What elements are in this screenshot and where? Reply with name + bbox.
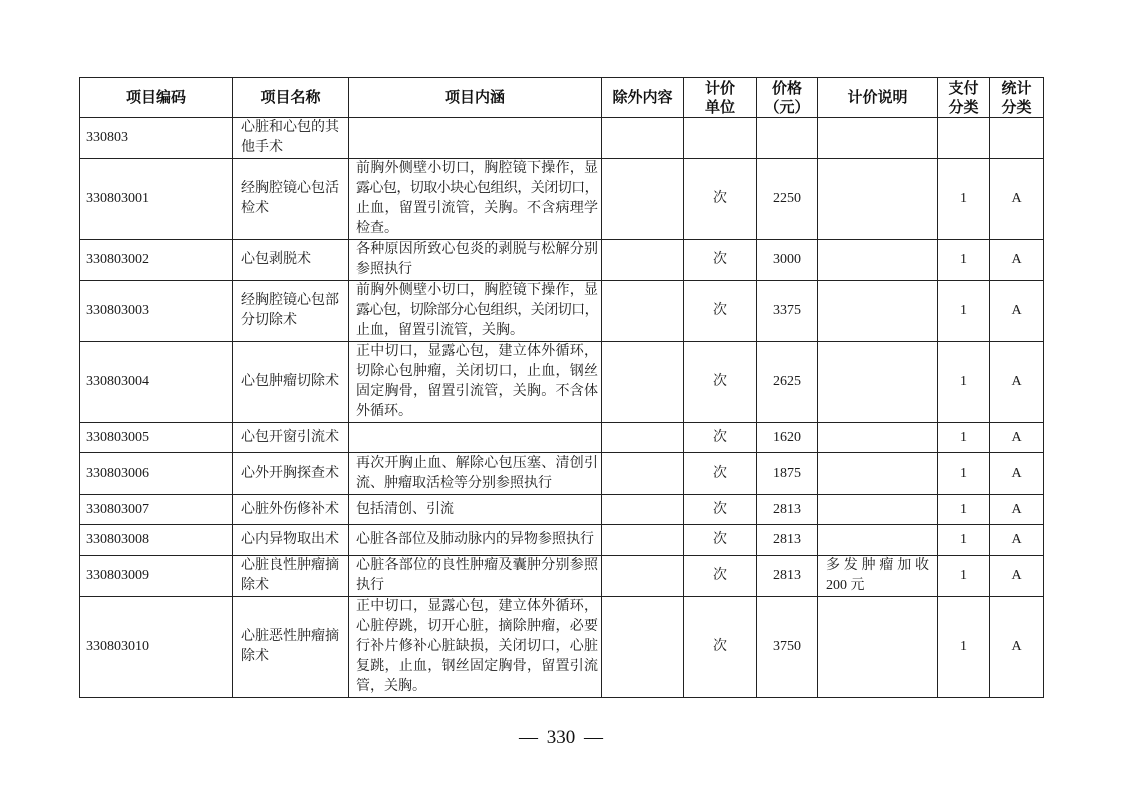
cell-unit: 次 (684, 342, 757, 423)
table-row (80, 453, 1044, 495)
cell-content (349, 556, 602, 597)
cell-code: 330803010 (80, 597, 233, 698)
cell-price: 2250 (757, 159, 818, 240)
text-line: 固定胸骨，留置引流管，关胸。不含体 (356, 384, 598, 399)
text-line: 前胸外侧壁小切口，胸腔镜下操作，显 (356, 283, 598, 298)
cell-price: 2813 (757, 525, 818, 556)
cell-name: 心内异物取出术 (233, 525, 349, 556)
cell-pay-class: 1 (938, 495, 990, 525)
cell-price: 3375 (757, 281, 818, 342)
text-line: 包括清创、引流 (356, 501, 454, 517)
cell-price: 1620 (757, 423, 818, 453)
table-row (80, 423, 1044, 453)
cell-name: 心包肿瘤切除术 (233, 342, 349, 423)
cell-pay-class: 1 (938, 453, 990, 495)
cell-note: 多发肿瘤加收200 元 (818, 556, 938, 597)
cell-name: 心包开窗引流术 (233, 423, 349, 453)
cell-note (818, 281, 938, 342)
cell-unit: 次 (684, 240, 757, 281)
text-line: 管，关胸。 (356, 679, 426, 694)
text-line: 各种原因所致心包炎的剥脱与松解分别 (356, 242, 598, 257)
cell-exclusions (602, 597, 684, 698)
text-line: 心脏停跳，切开心脏，摘除肿瘤，必要 (356, 619, 598, 634)
cell-unit: 次 (684, 281, 757, 342)
cell-stat-class: A (990, 453, 1044, 495)
cell-unit: 次 (684, 453, 757, 495)
cell-note (818, 423, 938, 453)
cell-price: 3000 (757, 240, 818, 281)
column-header-code: 项目编码 (80, 78, 233, 118)
cell-content (349, 342, 602, 423)
text-line: 心脏各部位的良性肿瘤及囊肿分别参照 (356, 558, 598, 573)
cell-price: 2813 (757, 556, 818, 597)
text-line: 流、肿瘤取活检等分别参照执行 (356, 475, 552, 491)
cell-pay-class: 1 (938, 281, 990, 342)
table-row (80, 118, 1044, 159)
text-line: 复跳，止血，钢丝固定胸骨，留置引流 (356, 659, 598, 674)
table-header (80, 78, 1044, 118)
text-line: 参照执行 (356, 262, 412, 277)
table-header-row (80, 78, 1044, 118)
cell-code: 330803 (80, 118, 233, 159)
cell-price: 2813 (757, 495, 818, 525)
cell-unit: 次 (684, 423, 757, 453)
cell-exclusions (602, 240, 684, 281)
cell-unit: 次 (684, 525, 757, 556)
cell-name: 心脏良性肿瘤摘除术 (233, 556, 349, 597)
column-header-exclusions: 除外内容 (602, 78, 684, 118)
cell-exclusions (602, 525, 684, 556)
cell-stat-class: A (990, 495, 1044, 525)
fee-table (79, 77, 1044, 698)
cell-content (349, 159, 602, 240)
table-row (80, 597, 1044, 698)
column-header-stat-class: 统计 分类 (990, 78, 1044, 118)
cell-note (818, 118, 938, 159)
text-line: 露心包，切除部分心包组织，关闭切口， (356, 303, 598, 318)
cell-unit: 次 (684, 556, 757, 597)
cell-note (818, 453, 938, 495)
cell-name: 经胸腔镜心包活检术 (233, 159, 349, 240)
cell-exclusions (602, 453, 684, 495)
cell-stat-class: A (990, 281, 1044, 342)
cell-name: 心外开胸探查术 (233, 453, 349, 495)
cell-pay-class: 1 (938, 525, 990, 556)
cell-stat-class (990, 118, 1044, 159)
text-line: 切除心包肿瘤，关闭切口，止血，钢丝 (356, 364, 598, 379)
column-header-price: 价格 （元） (757, 78, 818, 118)
cell-code: 330803007 (80, 495, 233, 525)
cell-content (349, 525, 602, 556)
cell-name: 心脏外伤修补术 (233, 495, 349, 525)
cell-code: 330803006 (80, 453, 233, 495)
text-line: 心脏各部位及肺动脉内的异物参照执行 (356, 532, 594, 547)
cell-note (818, 495, 938, 525)
table-row (80, 281, 1044, 342)
cell-price: 2625 (757, 342, 818, 423)
cell-content (349, 118, 602, 159)
text-line: 行补片修补心脏缺损，关闭切口，心脏 (356, 639, 598, 654)
cell-pay-class: 1 (938, 342, 990, 423)
cell-note (818, 597, 938, 698)
table-body (80, 118, 1044, 698)
column-header-name: 项目名称 (233, 78, 349, 118)
cell-price: 1875 (757, 453, 818, 495)
cell-pay-class: 1 (938, 159, 990, 240)
cell-name: 心包剥脱术 (233, 240, 349, 281)
cell-content (349, 495, 602, 525)
text-line: 检查。 (356, 221, 398, 236)
cell-unit: 次 (684, 495, 757, 525)
cell-stat-class: A (990, 240, 1044, 281)
cell-exclusions (602, 556, 684, 597)
cell-pay-class (938, 118, 990, 159)
cell-stat-class: A (990, 423, 1044, 453)
table-row (80, 525, 1044, 556)
cell-pay-class: 1 (938, 240, 990, 281)
cell-note (818, 240, 938, 281)
text-line: 正中切口，显露心包，建立体外循环， (356, 599, 598, 614)
cell-code: 330803004 (80, 342, 233, 423)
cell-note (818, 525, 938, 556)
cell-content (349, 423, 602, 453)
cell-exclusions (602, 118, 684, 159)
cell-exclusions (602, 495, 684, 525)
table-row (80, 495, 1044, 525)
cell-code: 330803009 (80, 556, 233, 597)
cell-exclusions (602, 281, 684, 342)
cell-unit: 次 (684, 597, 757, 698)
text-line: 前胸外侧壁小切口，胸腔镜下操作，显 (356, 161, 598, 176)
cell-content (349, 240, 602, 281)
table-row (80, 342, 1044, 423)
cell-price (757, 118, 818, 159)
column-header-pay-class: 支付 分类 (938, 78, 990, 118)
cell-stat-class: A (990, 597, 1044, 698)
cell-price: 3750 (757, 597, 818, 698)
column-header-content: 项目内涵 (349, 78, 602, 118)
cell-name: 心脏和心包的其他手术 (233, 118, 349, 159)
cell-unit (684, 118, 757, 159)
cell-pay-class: 1 (938, 423, 990, 453)
cell-exclusions (602, 342, 684, 423)
cell-exclusions (602, 423, 684, 453)
text-line: 止血，留置引流管，关胸。 (356, 323, 524, 338)
cell-pay-class: 1 (938, 597, 990, 698)
table-row (80, 159, 1044, 240)
cell-unit: 次 (684, 159, 757, 240)
text-line: 止血，留置引流管，关胸。不含病理学 (356, 201, 598, 216)
cell-code: 330803005 (80, 423, 233, 453)
cell-code: 330803001 (80, 159, 233, 240)
cell-content (349, 597, 602, 698)
cell-stat-class: A (990, 556, 1044, 597)
cell-name: 经胸腔镜心包部分切除术 (233, 281, 349, 342)
cell-pay-class: 1 (938, 556, 990, 597)
cell-note (818, 159, 938, 240)
cell-stat-class: A (990, 342, 1044, 423)
text-line: 再次开胸止血、解除心包压塞、清创引 (356, 455, 598, 471)
cell-name: 心脏恶性肿瘤摘除术 (233, 597, 349, 698)
cell-code: 330803003 (80, 281, 233, 342)
table-row (80, 240, 1044, 281)
cell-stat-class: A (990, 159, 1044, 240)
page-number: — 330 — (519, 727, 603, 748)
column-header-unit: 计价 单位 (684, 78, 757, 118)
column-header-note: 计价说明 (818, 78, 938, 118)
cell-content (349, 453, 602, 495)
cell-code: 330803002 (80, 240, 233, 281)
cell-stat-class: A (990, 525, 1044, 556)
text-line: 露心包，切取小块心包组织，关闭切口， (356, 181, 598, 196)
cell-note (818, 342, 938, 423)
table-row (80, 556, 1044, 597)
text-line: 执行 (356, 578, 384, 593)
cell-code: 330803008 (80, 525, 233, 556)
text-line: 正中切口，显露心包，建立体外循环， (356, 344, 598, 359)
cell-exclusions (602, 159, 684, 240)
cell-content (349, 281, 602, 342)
text-line: 外循环。 (356, 404, 412, 419)
